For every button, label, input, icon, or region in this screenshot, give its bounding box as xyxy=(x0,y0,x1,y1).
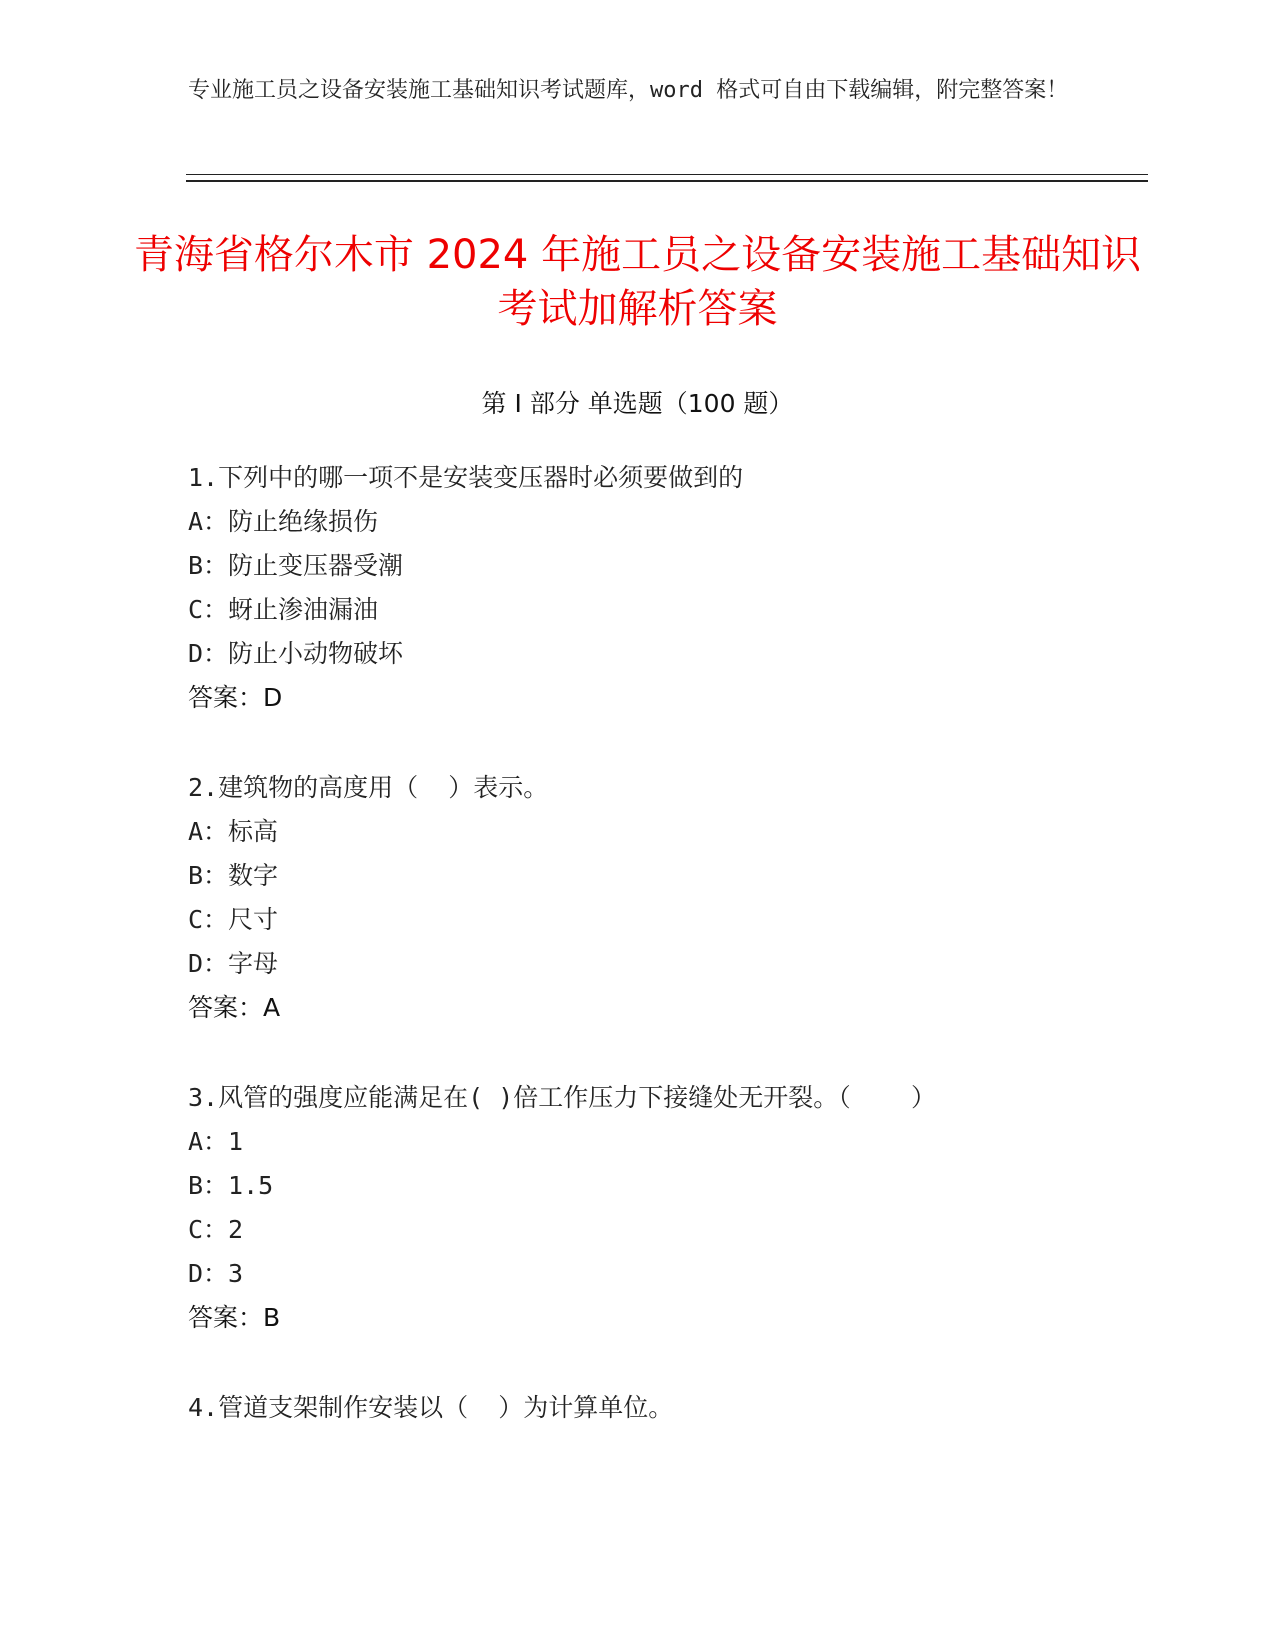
question-answer: 答案：D xyxy=(188,683,283,712)
question-stem: 4.管道支架制作安装以（ ）为计算单位。 xyxy=(188,1393,674,1422)
header-divider-top xyxy=(186,174,1148,175)
question-option: C：蚜止渗油漏油 xyxy=(188,595,379,624)
question-option: D：3 xyxy=(188,1259,244,1288)
document-title: 青海省格尔木市 2024 年施工员之设备安装施工基础知识考试加解析答案 xyxy=(133,232,1142,332)
question-option: C：2 xyxy=(188,1215,244,1244)
question-option: D：字母 xyxy=(188,949,279,978)
question-answer: 答案：A xyxy=(188,993,281,1022)
question-option: B：1.5 xyxy=(188,1171,274,1200)
question-option: A：标高 xyxy=(188,817,279,846)
question-answer: 答案：B xyxy=(188,1303,281,1332)
question-stem: 2.建筑物的高度用（ ）表示。 xyxy=(188,773,549,802)
question-option: A：防止绝缘损伤 xyxy=(188,507,379,536)
question-option: B：数字 xyxy=(188,861,279,890)
question-stem: 3.风管的强度应能满足在( )倍工作压力下接缝处无开裂。（ ） xyxy=(188,1083,936,1112)
question-option: A：1 xyxy=(188,1127,244,1156)
question-stem: 1.下列中的哪一项不是安装变压器时必须要做到的 xyxy=(188,463,744,492)
question-option: C：尺寸 xyxy=(188,905,279,934)
header-divider-bottom xyxy=(186,180,1148,182)
header-note: 专业施工员之设备安装施工基础知识考试题库，word 格式可自由下载编辑，附完整答案！ xyxy=(188,78,1069,103)
question-option: D：防止小动物破坏 xyxy=(188,639,404,668)
question-option: B：防止变压器受潮 xyxy=(188,551,404,580)
section-heading: 第 I 部分 单选题（100 题） xyxy=(481,389,794,418)
